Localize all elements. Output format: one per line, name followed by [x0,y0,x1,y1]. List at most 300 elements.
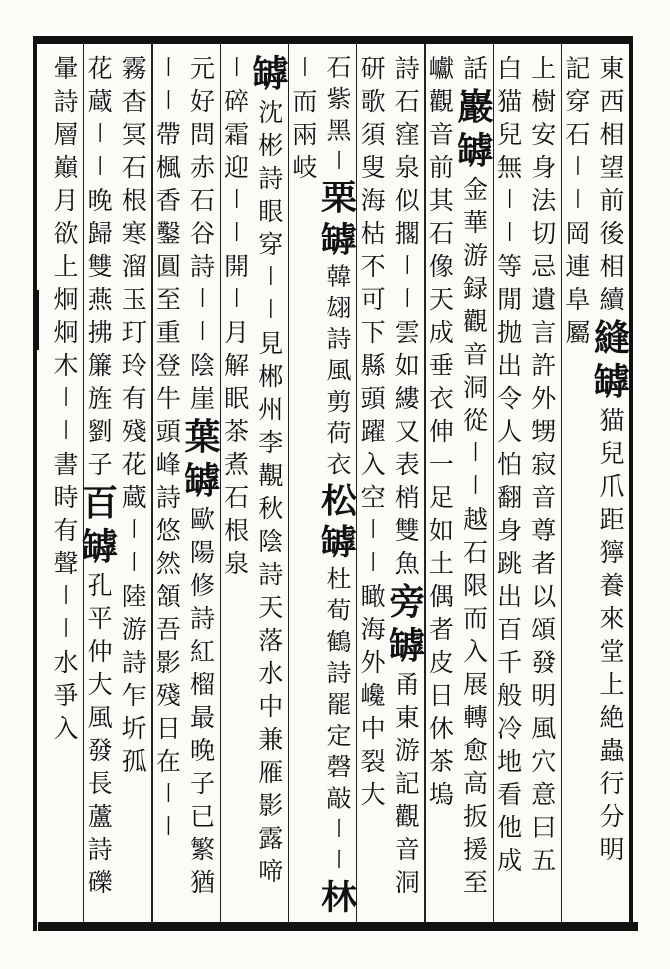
glyph: 上 [53,252,79,281]
glyph: 平 [87,604,113,633]
glyph: 甬 [394,670,420,699]
glyph: 〡 [464,474,487,499]
glyph: 蘆 [87,802,113,831]
text-column [80,52,120,899]
glyph: 不 [360,252,386,281]
glyph: 登 [155,351,181,380]
glyph: 劉 [87,417,113,446]
glyph: 可 [360,285,386,314]
glyph: 〡 [327,817,350,842]
glyph: 晚 [189,736,215,765]
heading-glyph: 罅 [252,53,289,95]
glyph: 切 [531,219,557,248]
glyph: 越 [462,505,488,534]
glyph: 石 [189,186,215,215]
heading-glyph: 縫 [593,317,630,359]
heading-glyph: 罅 [457,130,494,172]
glyph: 殘 [121,417,147,446]
glyph: 穴 [531,747,557,776]
glyph: 大 [360,780,386,809]
glyph: 上 [531,54,557,83]
glyph: 〡 [362,518,385,543]
glyph: 冥 [121,120,147,149]
glyph: 〡 [191,320,214,345]
glyph: 赤 [189,153,215,182]
glyph: 〡 [54,386,77,411]
glyph: 已 [189,802,215,831]
glyph: 泉 [394,153,420,182]
glyph: 歐 [189,505,215,534]
glyph: 雁 [258,758,284,787]
glyph: 出 [497,582,523,611]
heading-glyph: 罅 [593,361,630,403]
glyph: 子 [189,769,215,798]
text-column [148,52,188,844]
glyph: 頌 [531,615,557,644]
glyph: 音 [531,483,557,512]
glyph: 根 [224,516,250,545]
glyph: 詩 [53,87,79,116]
glyph: 吾 [155,615,181,644]
frame-left-mark [33,290,39,350]
glyph: 好 [189,87,215,116]
glyph: 翻 [497,483,523,512]
glyph: 露 [258,824,284,853]
glyph: 圻 [121,714,147,743]
glyph: 入 [360,450,386,479]
glyph: 〡 [396,254,419,279]
glyph: 五 [531,846,557,875]
glyph: 水 [53,648,79,677]
glyph: 拂 [87,318,113,347]
glyph: 詩 [326,659,352,687]
glyph: 擱 [394,219,420,248]
glyph: 空 [360,483,386,512]
glyph: 穿 [258,230,284,259]
glyph: 游 [121,615,147,644]
glyph: 韓 [326,262,352,291]
glyph: 無 [497,153,523,182]
text-column [319,52,359,918]
glyph: 解 [224,351,250,380]
glyph: 魚 [394,549,420,578]
glyph: 茶 [224,417,250,446]
glyph: 一 [428,450,454,479]
glyph: 前 [599,186,625,215]
glyph: 蟲 [599,736,625,765]
glyph: 東 [599,54,625,83]
glyph: 縣 [360,351,386,380]
glyph: 仲 [87,637,113,666]
glyph: 子 [87,450,113,479]
glyph: 巘 [428,54,454,83]
glyph: 見 [258,329,284,358]
glyph: 中 [258,692,284,721]
glyph: 兼 [258,725,284,754]
glyph: 牛 [155,384,181,413]
glyph: 詩 [121,648,147,677]
glyph: 谷 [189,219,215,248]
glyph: 歸 [87,219,113,248]
glyph: 音 [462,340,488,369]
glyph: 衣 [428,384,454,413]
glyph: 〡 [498,221,521,246]
glyph: 〡 [293,56,316,81]
glyph: 限 [462,571,488,600]
glyph: 〡 [566,155,589,180]
glyph: 鑿 [155,219,181,248]
glyph: 花 [87,54,113,83]
glyph: 〡 [89,155,112,180]
glyph: 轉 [462,703,488,732]
glyph: 抛 [497,318,523,347]
glyph: 在 [155,747,181,776]
glyph: 頭 [155,417,181,446]
glyph: 圓 [155,252,181,281]
glyph: 茶 [428,747,454,776]
glyph: 元 [189,54,215,83]
glyph: 分 [599,802,625,831]
glyph: 影 [258,791,284,820]
glyph: 暈 [53,54,79,83]
glyph: 修 [189,571,215,600]
glyph: 孤 [121,747,147,776]
glyph: 月 [224,318,250,347]
glyph: 詩 [258,164,284,193]
text-column [524,52,564,877]
heading-glyph: 百 [82,482,119,524]
glyph: 玲 [121,351,147,380]
glyph: 炯 [53,318,79,347]
glyph: 〡 [54,419,77,444]
glyph: 鶴 [326,628,352,656]
glyph: 峰 [155,450,181,479]
glyph: 李 [258,428,284,457]
glyph: 者 [428,615,454,644]
glyph: 距 [599,505,625,534]
glyph: 高 [462,769,488,798]
glyph: 巔 [53,153,79,182]
glyph: 表 [394,450,420,479]
glyph: 紅 [189,637,215,666]
heading-glyph: 林 [320,877,357,918]
glyph: 蔵 [87,87,113,116]
glyph: 石 [121,153,147,182]
glyph: 風 [531,714,557,743]
glyph: 雙 [394,516,420,545]
heading-glyph: 栗 [320,178,357,219]
glyph: 蔵 [121,483,147,512]
glyph: 觀 [462,307,488,336]
glyph: 甥 [531,417,557,446]
glyph: 頭 [360,384,386,413]
glyph: 猫 [497,87,523,116]
glyph: 地 [497,747,523,776]
glyph: 泉 [224,549,250,578]
glyph: 帶 [155,120,181,149]
glyph: 眠 [224,384,250,413]
glyph: 相 [599,120,625,149]
text-column [353,52,393,811]
glyph: 欲 [53,219,79,248]
glyph: 岡 [565,219,591,248]
glyph: 日 [428,681,454,710]
glyph: 紫 [326,85,352,113]
glyph: 冷 [497,714,523,743]
heading-glyph: 罅 [82,526,119,568]
glyph: 杳 [121,87,147,116]
glyph: 〡 [54,617,77,642]
glyph: 問 [189,120,215,149]
glyph: 海 [360,615,386,644]
glyph: 〡 [327,849,350,873]
glyph: 岐 [292,153,318,182]
glyph: 從 [462,406,488,435]
glyph: 〡 [191,287,214,312]
glyph: 叟 [360,153,386,182]
glyph: 爪 [599,472,625,501]
glyph: 崖 [189,384,215,413]
glyph: 扳 [462,802,488,831]
glyph: 又 [394,417,420,446]
text-column [558,52,598,349]
glyph: 〡 [464,441,487,466]
glyph: 兒 [599,439,625,468]
glyph: 〡 [157,782,180,807]
glyph: 〡 [396,287,419,312]
glyph: 炯 [53,285,79,314]
glyph: 音 [394,835,420,864]
glyph: 下 [360,318,386,347]
text-column [183,52,223,899]
glyph: 煮 [224,450,250,479]
glyph: 樹 [531,87,557,116]
glyph: 頷 [155,582,181,611]
glyph: 〡 [259,298,282,323]
glyph: 看 [497,780,523,809]
glyph: 詩 [394,54,420,83]
glyph: 閒 [497,285,523,314]
glyph: 彬 [258,131,284,160]
glyph: 法 [531,186,557,215]
glyph: 定 [326,721,352,750]
glyph: 詩 [87,835,113,864]
glyph: 石 [462,538,488,567]
glyph: 風 [87,703,113,732]
glyph: 入 [53,714,79,743]
glyph: 觀 [428,87,454,116]
glyph: 〡 [123,551,146,576]
glyph: 中 [360,714,386,743]
glyph: 水 [258,659,284,688]
glyph: 石 [565,120,591,149]
glyph: 爭 [53,681,79,710]
glyph: 雙 [87,252,113,281]
glyph: 來 [599,604,625,633]
glyph: 啼 [258,857,284,886]
glyph: 寂 [531,450,557,479]
glyph: 續 [599,285,625,314]
glyph: 香 [155,186,181,215]
heading-glyph: 旁 [389,581,426,623]
heading-glyph: 罅 [184,460,221,502]
glyph: 穿 [565,87,591,116]
text-column [421,52,461,811]
glyph: 荀 [326,596,352,625]
glyph: 以 [531,582,557,611]
glyph: 玉 [121,285,147,314]
glyph: 華 [462,208,488,237]
glyph: 有 [53,516,79,545]
glyph: 記 [394,769,420,798]
heading-glyph: 罅 [389,625,426,667]
glyph: 成 [428,318,454,347]
glyph: 梢 [394,483,420,512]
glyph: 伸 [428,417,454,446]
glyph: 猶 [189,868,215,897]
glyph: 足 [428,483,454,512]
glyph: 成 [497,846,523,875]
glyph: 白 [497,54,523,83]
glyph: 兒 [497,120,523,149]
glyph: 西 [599,87,625,116]
glyph: 〡 [498,188,521,213]
glyph: 安 [531,120,557,149]
glyph: 般 [497,681,523,710]
glyph: 入 [462,637,488,666]
frame-bottom-border [38,922,638,931]
glyph: 而 [462,604,488,633]
glyph: 〡 [123,518,146,543]
glyph: 身 [497,516,523,545]
glyph: 遺 [531,285,557,314]
text-column [592,52,632,866]
glyph: 〡 [259,265,282,290]
glyph: 大 [87,670,113,699]
glyph: 明 [531,681,557,710]
glyph: 碎 [224,87,250,116]
glyph: 眼 [258,197,284,226]
glyph: 出 [497,351,523,380]
glyph: 旌 [87,384,113,413]
glyph: 怕 [497,450,523,479]
glyph: 詩 [258,560,284,589]
glyph: 最 [189,703,215,732]
glyph: 縷 [394,384,420,413]
glyph: 天 [258,593,284,622]
glyph: 窪 [394,120,420,149]
glyph: 屬 [565,318,591,347]
glyph: 曰 [531,813,557,842]
glyph: 楓 [155,153,181,182]
glyph: 殘 [155,681,181,710]
glyph: 像 [428,252,454,281]
glyph: 〡 [225,188,248,213]
glyph: 木 [53,351,79,380]
glyph: 裂 [360,747,386,776]
glyph: 録 [462,274,488,303]
glyph: 記 [565,54,591,83]
glyph: 詩 [189,252,215,281]
text-column [46,52,86,745]
glyph: 等 [497,252,523,281]
glyph: 榴 [189,670,215,699]
glyph: 令 [497,384,523,413]
glyph: 至 [462,868,488,897]
glyph: 石 [224,483,250,512]
glyph: 援 [462,835,488,864]
glyph: 悠 [155,516,181,545]
glyph: 話 [462,54,488,83]
glyph: 外 [360,648,386,677]
glyph: 翃 [326,293,352,322]
glyph: 洞 [462,373,488,402]
glyph: 愈 [462,736,488,765]
glyph: 游 [394,736,420,765]
glyph: 敲 [326,784,352,813]
glyph: 兩 [292,120,318,149]
glyph: 音 [428,120,454,149]
glyph: 堂 [599,637,625,666]
glyph: 然 [155,549,181,578]
glyph: 如 [428,516,454,545]
glyph: 百 [497,615,523,644]
glyph: 秋 [258,494,284,523]
glyph: 陰 [258,527,284,556]
glyph: 寒 [121,219,147,248]
glyph: 聲 [53,549,79,578]
glyph: 〡 [225,221,248,246]
glyph: 〡 [225,287,248,312]
glyph: 石 [428,219,454,248]
glyph: 迎 [224,153,250,182]
glyph: 月 [53,186,79,215]
glyph: 言 [531,318,557,347]
glyph: 塢 [428,780,454,809]
glyph: 沈 [258,98,284,127]
glyph: 研 [360,54,386,83]
glyph: 罷 [326,690,352,719]
glyph: 天 [428,285,454,314]
glyph: 影 [155,648,181,677]
glyph: 外 [531,384,557,413]
heading-glyph: 罅 [320,219,357,260]
glyph: 偶 [428,582,454,611]
glyph: 意 [531,780,557,809]
glyph: 枯 [360,219,386,248]
glyph: 有 [121,384,147,413]
frame-left-border [33,36,37,931]
glyph: 〡 [225,56,248,81]
glyph: 發 [531,648,557,677]
glyph: 相 [599,252,625,281]
glyph: 溜 [121,252,147,281]
glyph: 書 [53,450,79,479]
glyph: 石 [394,87,420,116]
heading-glyph: 葉 [184,416,221,458]
glyph: 觀 [394,802,420,831]
glyph: 猫 [599,406,625,435]
glyph: 〡 [566,188,589,213]
glyph: 磬 [326,753,352,781]
glyph: 根 [121,186,147,215]
glyph: 詩 [189,604,215,633]
glyph: 似 [394,186,420,215]
glyph: 前 [428,153,454,182]
glyph: 層 [53,120,79,149]
glyph: 洞 [394,868,420,897]
heading-glyph: 松 [320,480,357,521]
